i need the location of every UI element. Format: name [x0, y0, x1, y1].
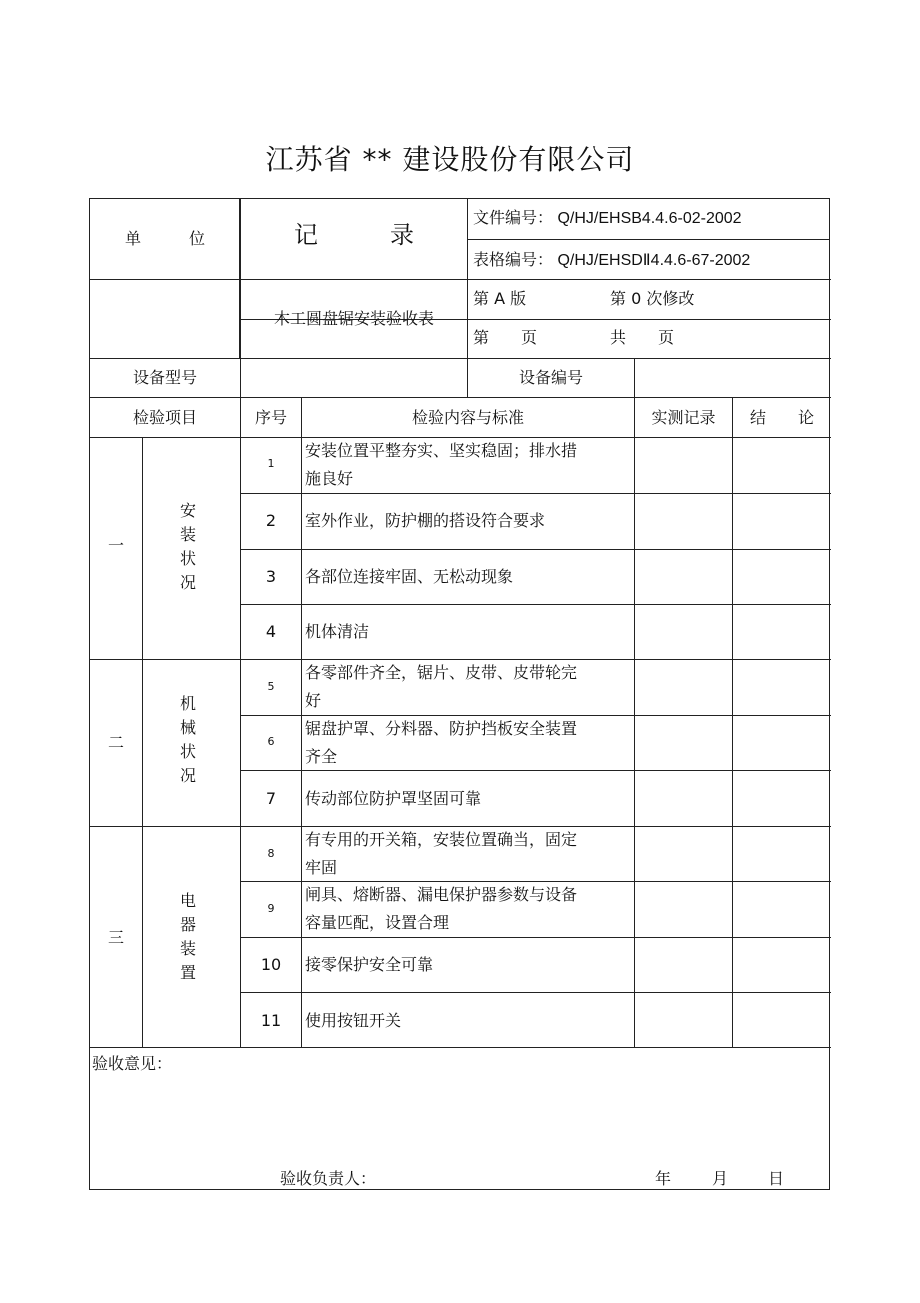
file-number: 文件编号： Q/HJ/EHSB4.4.6-02-2002 [473, 210, 742, 227]
date-year: 年 [655, 1169, 672, 1188]
row-seq: 8 [267, 847, 275, 860]
col-conclusion: 结 论 [749, 408, 814, 427]
group-label: 电 器 装 置 [179, 891, 196, 982]
row-content: 室外作业，防护棚的搭设符合要求 [305, 511, 546, 530]
rule [240, 493, 831, 494]
group-number: 三 [107, 928, 124, 947]
unit-label: 单 位 [124, 229, 205, 248]
row-content: 有专用的开关箱，安装位置确当，固定 [305, 830, 578, 849]
row-content: 传动部位防护罩坚固可靠 [305, 789, 482, 808]
row-seq: 1 [267, 457, 275, 470]
rule [301, 397, 302, 1048]
equipment-model-label: 设备型号 [132, 368, 197, 387]
row-content: 好 [305, 691, 322, 710]
page-number: 第 页 [473, 328, 538, 347]
row-seq: 4 [265, 622, 277, 641]
row-seq: 2 [265, 511, 277, 530]
row-content: 安装位置平整夯实、坚实稳固；排水措 [305, 441, 578, 460]
form-name: 木工圆盘锯安装验收表 [273, 309, 434, 328]
row-seq: 6 [267, 735, 275, 748]
row-seq: 11 [260, 1011, 282, 1030]
row-content: 机体清洁 [305, 622, 370, 641]
rule [240, 604, 831, 605]
form-number: 表格编号： Q/HJ/EHSDⅡ4.4.6-67-2002 [473, 252, 751, 269]
col-seq: 序号 [254, 408, 287, 427]
col-item: 检验项目 [132, 408, 197, 427]
responsible-label: 验收负责人： [280, 1169, 377, 1188]
rule [240, 937, 831, 938]
rule [468, 239, 830, 240]
page-total: 共 页 [610, 328, 675, 347]
row-content: 齐全 [305, 747, 338, 766]
edition: 第 A 版 [473, 289, 527, 308]
date-day: 日 [768, 1169, 785, 1188]
rule [634, 358, 635, 398]
row-content: 锯盘护罩、分料器、防护挡板安全装置 [305, 719, 578, 738]
record-label: 记 录 [294, 221, 414, 249]
rule [240, 549, 831, 550]
group-label: 安 装 状 况 [179, 501, 196, 592]
row-content: 各零部件齐全，锯片、皮带、皮带轮完 [305, 663, 578, 682]
row-content: 使用按钮开关 [305, 1011, 402, 1030]
group-number: 一 [107, 536, 124, 555]
rule [90, 358, 831, 359]
rule [142, 437, 143, 1048]
rule [90, 1047, 831, 1048]
row-seq: 10 [260, 955, 282, 974]
equipment-number-label: 设备编号 [518, 368, 583, 387]
group-label: 机 械 状 况 [179, 694, 196, 785]
rule [240, 358, 241, 398]
date-month: 月 [712, 1169, 729, 1188]
row-content: 各部位连接牢固、无松动现象 [305, 567, 514, 586]
rule [240, 992, 831, 993]
company-title: 江苏省 ** 建设股份有限公司 [265, 143, 635, 176]
rule [90, 397, 831, 398]
rule [90, 279, 831, 280]
acceptance-form [89, 198, 830, 1190]
rule [732, 397, 733, 1048]
col-measured: 实测记录 [651, 408, 716, 427]
row-seq: 7 [265, 789, 277, 808]
revision: 第 0 次修改 [610, 289, 695, 308]
row-content: 施良好 [305, 469, 354, 488]
row-content: 容量匹配，设置合理 [305, 913, 450, 932]
row-content: 闸具、熔断器、漏电保护器参数与设备 [305, 885, 578, 904]
group-number: 二 [107, 733, 124, 752]
col-content: 检验内容与标准 [411, 408, 524, 427]
row-seq: 5 [267, 680, 275, 693]
row-seq: 3 [265, 567, 277, 586]
row-seq: 9 [267, 902, 275, 915]
row-content: 接零保护安全可靠 [305, 955, 434, 974]
opinion-label: 验收意见： [92, 1054, 173, 1073]
rule [634, 397, 635, 1048]
row-content: 牢固 [305, 858, 338, 877]
